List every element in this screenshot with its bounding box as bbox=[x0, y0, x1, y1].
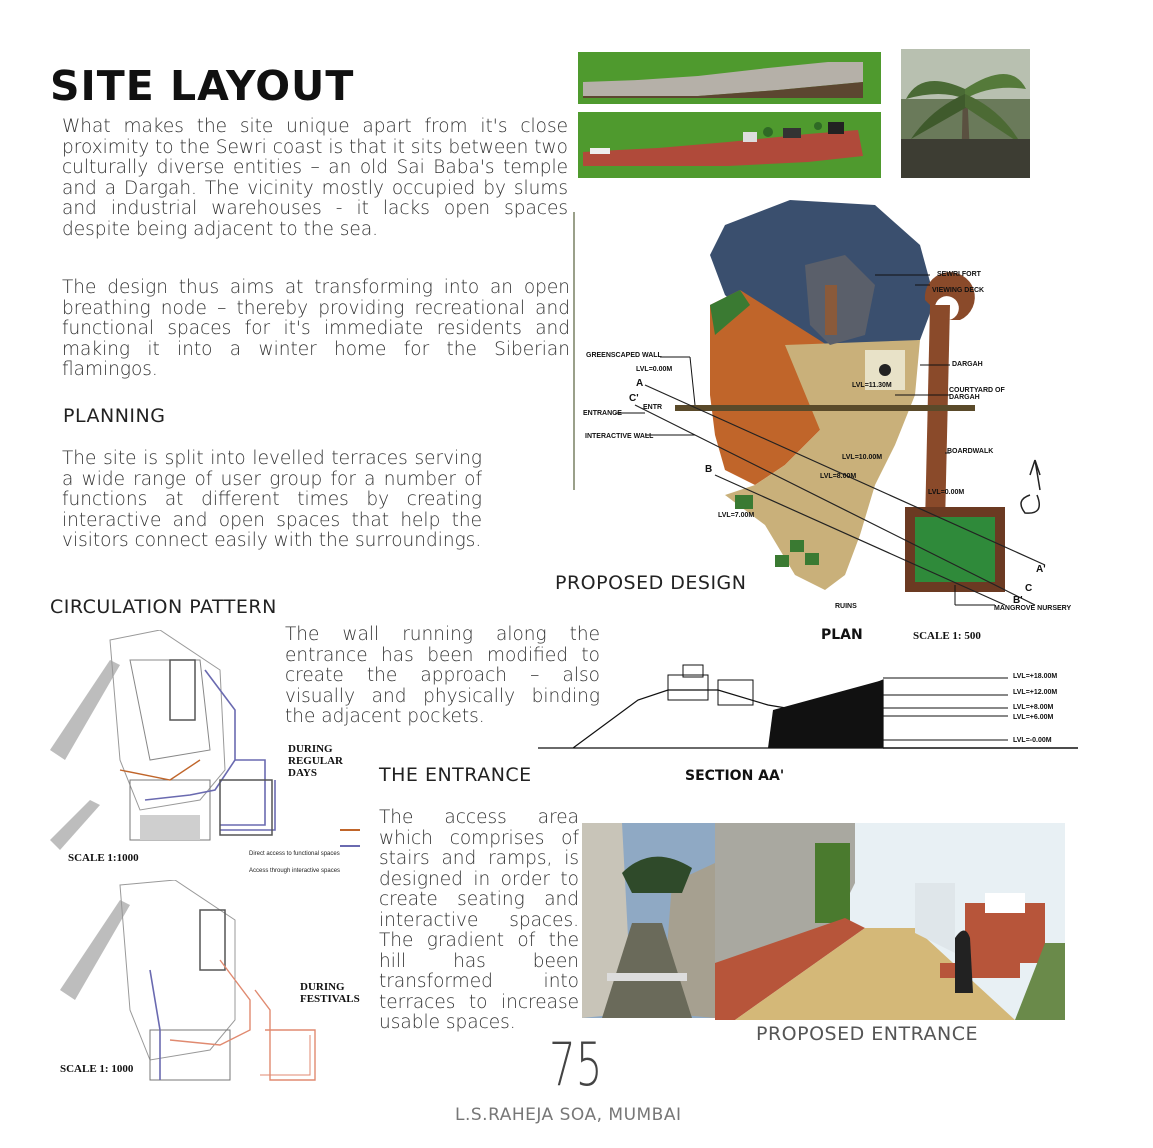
section-lvl-8: LVL=+8.00M bbox=[1013, 704, 1054, 711]
circulation-scale-2: SCALE 1: 1000 bbox=[60, 1063, 134, 1075]
page-number: 75 bbox=[549, 1030, 603, 1100]
label-boardwalk: BOARDWALK bbox=[947, 448, 994, 455]
planning-text: The site is split into levelled terraces serving a wide range of user group for a number of functions at different times by creating interactive and open spaces that help the visitors connect easily with the surroundings. bbox=[62, 448, 482, 551]
label-sewri-fort: SEWRI FORT bbox=[937, 271, 981, 278]
label-ruins: RUINS bbox=[835, 603, 857, 610]
section-lvl-12: LVL=+12.00M bbox=[1013, 689, 1058, 696]
label-lvl-0-left: LVL=0.00M bbox=[636, 366, 673, 373]
label-lvl-700: LVL=7.00M bbox=[718, 512, 755, 519]
label-courtyard: COURTYARD OF DARGAH bbox=[949, 387, 1005, 401]
label-lvl-800: LVL=8.00M bbox=[820, 473, 857, 480]
label-lvl-0-right: LVL=0.00M bbox=[928, 489, 965, 496]
label-section-b-prime: B' bbox=[1013, 595, 1023, 606]
section-caption: SECTION AA' bbox=[685, 768, 785, 784]
section-lvl-6: LVL=+6.00M bbox=[1013, 714, 1054, 721]
page-title: SITE LAYOUT bbox=[50, 62, 355, 110]
label-section-b: B bbox=[705, 464, 713, 475]
label-section-a-prime: A' bbox=[1036, 564, 1046, 575]
label-greenscaped-wall: GREENSCAPED WALL bbox=[586, 352, 662, 359]
plan-scale: SCALE 1: 500 bbox=[913, 630, 981, 642]
circulation-scale-1: SCALE 1:1000 bbox=[68, 852, 139, 864]
legend-direct-access: Direct access to functional spaces bbox=[249, 851, 340, 857]
existing-entrance-photo bbox=[582, 823, 715, 1018]
label-section-c-prime: C' bbox=[629, 393, 639, 404]
label-lvl-1130: LVL=11.30M bbox=[852, 382, 892, 389]
section-lvl-18: LVL=+18.00M bbox=[1013, 673, 1058, 680]
circulation-regular-label: DURING REGULAR DAYS bbox=[288, 743, 344, 779]
label-entrance: ENTRANCE bbox=[583, 410, 622, 417]
label-lvl-1000: LVL=10.00M bbox=[842, 454, 883, 461]
label-viewing-deck: VIEWING DECK bbox=[932, 287, 985, 294]
circulation-festivals-label: DURING FESTIVALS bbox=[300, 981, 360, 1005]
plan-caption: PLAN bbox=[821, 627, 863, 643]
planning-heading: PLANNING bbox=[63, 405, 166, 427]
legend-blue-line bbox=[340, 845, 360, 847]
entrance-text: The access area which comprises of stairs and ramps, is designed in order to create seating and interactive spaces. The gradient of the hill has been transformed into terraces to increase usable spaces. bbox=[379, 807, 579, 1033]
label-mangrove: MANGROVE NURSERY bbox=[994, 605, 1072, 612]
label-section-c: C bbox=[1025, 583, 1033, 594]
label-interactive-wall: INTERACTIVE WALL bbox=[585, 433, 654, 440]
intro-paragraph-2: The design thus aims at transforming into an open breathing node – thereby providing recreational and functional spaces for it's immediate residents and making it into a winter home for the Siberian flamingos. bbox=[62, 277, 570, 380]
label-section-a: A bbox=[636, 378, 644, 389]
label-entr: ENTR bbox=[643, 404, 663, 411]
legend-orange-line bbox=[340, 829, 360, 831]
proposed-design-caption: PROPOSED DESIGN bbox=[555, 572, 747, 594]
circulation-text: The wall running along the entrance has been modified to create the approach – also visually and physically binding the adjacent pockets. bbox=[285, 624, 600, 727]
circulation-heading: CIRCULATION PATTERN bbox=[50, 596, 277, 618]
proposed-entrance-render bbox=[715, 823, 1065, 1020]
intro-paragraph-1: What makes the site unique apart from it's close proximity to the Sewri coast is that it sits between two culturally diverse entities – an old Sai Baba's temple and a Dargah. The vicinity mostly occupied by slums and industrial warehouses - it lacks open spaces despite being adjacent to the sea. bbox=[62, 116, 568, 240]
site-photo-tree bbox=[901, 49, 1030, 178]
proposed-entrance-caption: PROPOSED ENTRANCE bbox=[756, 1023, 978, 1045]
entrance-heading: THE ENTRANCE bbox=[379, 764, 532, 786]
school-name: L.S.RAHEJA SOA, MUMBAI bbox=[455, 1105, 682, 1125]
section-lvl-0: LVL=-0.00M bbox=[1013, 737, 1052, 744]
label-dargah: DARGAH bbox=[952, 361, 983, 368]
legend-interactive-access: Access through interactive spaces bbox=[249, 868, 341, 874]
site-elevation-image bbox=[578, 52, 881, 178]
